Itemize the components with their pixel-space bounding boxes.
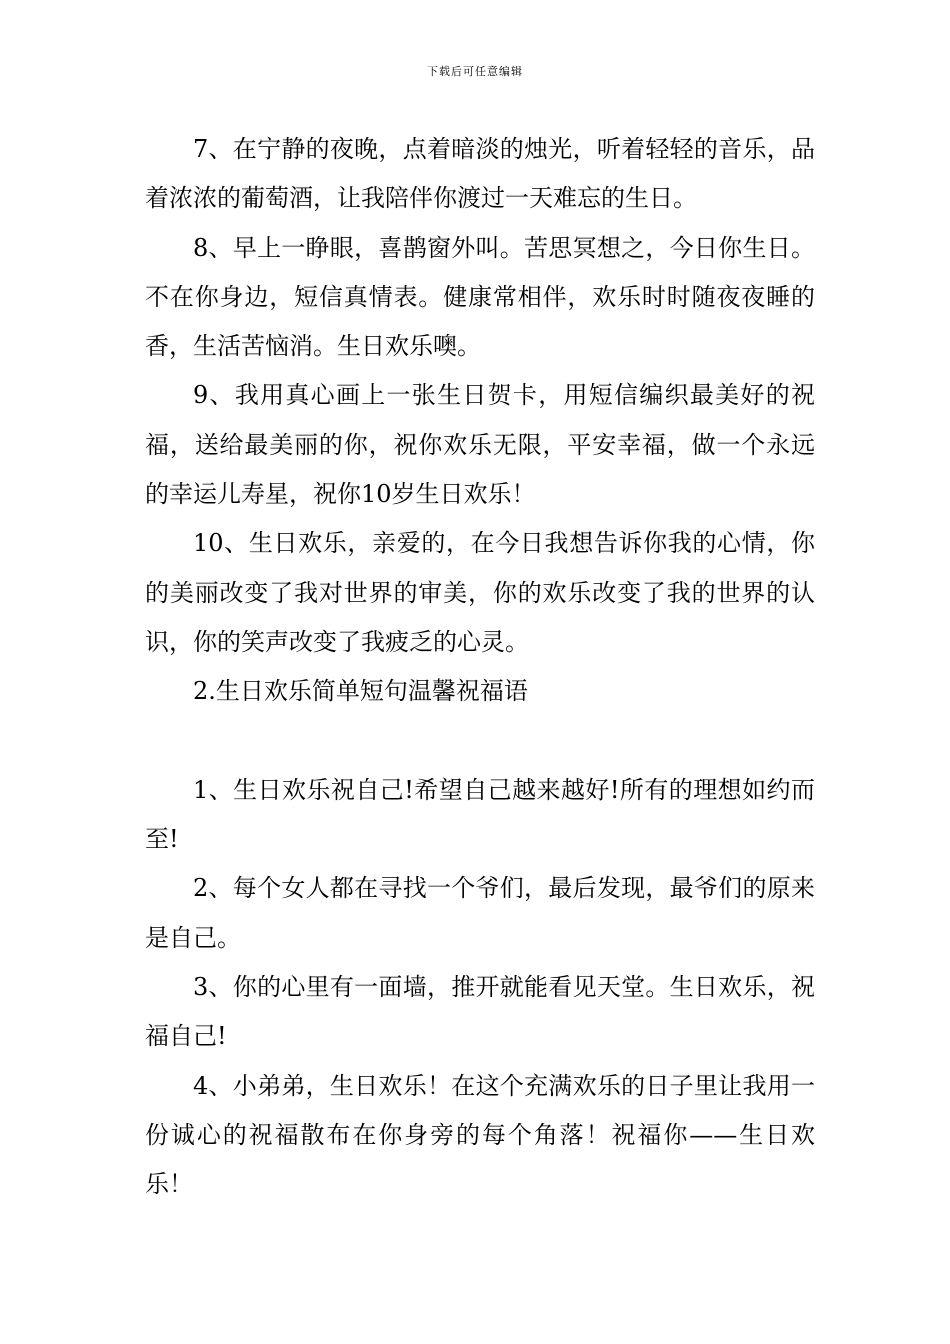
section-paragraph-2: 2、每个女人都在寻找一个爷们，最后发现，最爷们的原来是自己。 — [145, 874, 815, 952]
page-header-note: 下载后可任意编辑 — [427, 65, 523, 78]
paragraph-9: 9、我用真心画上一张生日贺卡，用短信编织最美好的祝福，送给最美丽的你，祝你欢乐无限，平安幸福，做一个永远的幸运儿寿星，祝你10岁生日欢乐！ — [145, 381, 815, 509]
blank-line — [145, 717, 815, 766]
paragraph-8: 8、早上一睁眼，喜鹊窗外叫。苦思冥想之，今日你生日。不在你身边，短信真情表。健康常相伴，欢乐时时随夜夜睡的香，生活苦恼消。生日欢乐噢。 — [145, 233, 815, 361]
section-paragraph-3: 3、你的心里有一面墙，推开就能看见天堂。生日欢乐，祝福自己! — [145, 973, 815, 1051]
section-paragraph-1: 1、生日欢乐祝自己!希望自己越来越好!所有的理想如约而至! — [145, 775, 815, 854]
paragraph-10: 10、生日欢乐，亲爱的，在今日我想告诉你我的心情，你的美丽改变了我对世界的审美，你的欢乐改变了我的世界的认识，你的笑声改变了我疲乏的心灵。 — [145, 529, 815, 656]
section-heading: 2.生日欢乐简单短句温馨祝福语 — [193, 677, 528, 706]
paragraph-7: 7、在宁静的夜晚，点着暗淡的烛光，听着轻轻的音乐，品着浓浓的葡萄酒，让我陪伴你渡过一天难忘的生日。 — [145, 135, 815, 213]
section-paragraph-4: 4、小弟弟，生日欢乐！在这个充满欢乐的日子里让我用一份诚心的祝福散布在你身旁的每个角落！祝福你——生日欢乐！ — [145, 1071, 815, 1199]
document-body — [145, 125, 815, 1210]
